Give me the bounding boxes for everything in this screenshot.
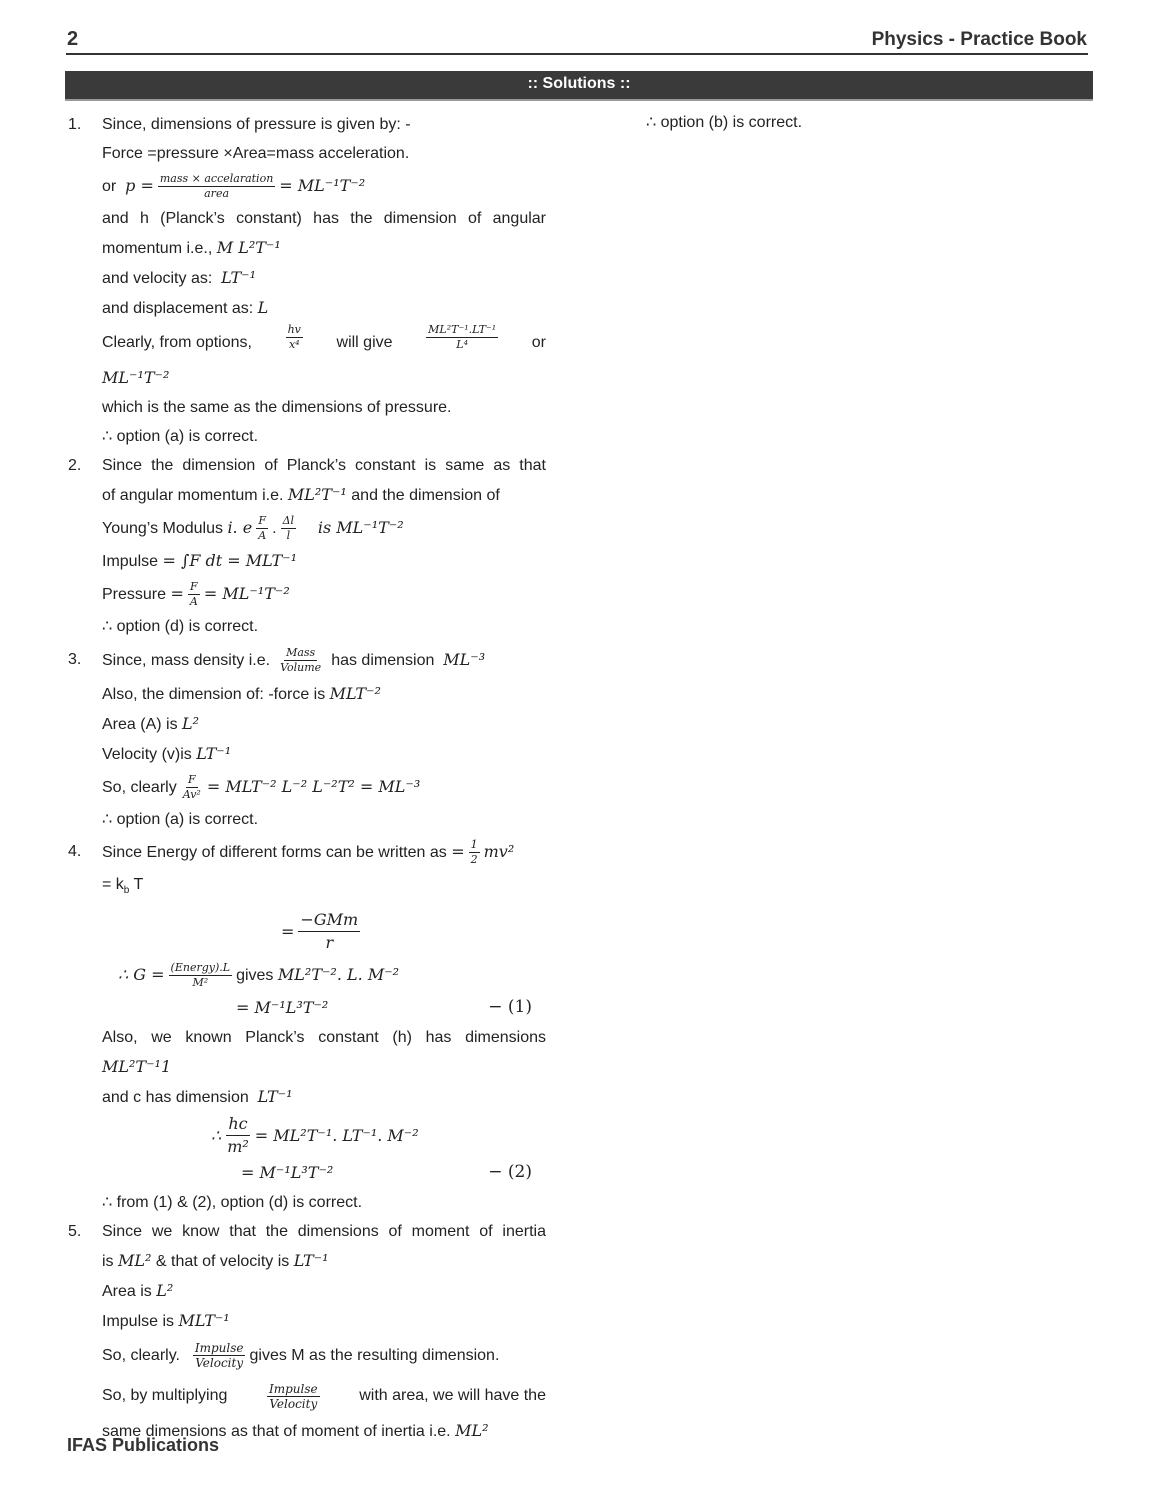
fraction: $\frac{hc}{\text{m²}}$: [227, 1113, 249, 1156]
solution-4-line: = $k_b$ T: [102, 876, 144, 897]
solutions-left-column: [66, 110, 546, 1446]
fraction: $\frac{\text{(Energy).L}}{\text{M²}}$: [170, 961, 231, 990]
solution-1-conclusion: ∴ option (a) is correct.: [102, 428, 259, 445]
solution-1-equation: or p = $\frac{\text{mass × accelaration}}{\text{area}}$ = ML⁻¹T⁻²: [102, 172, 366, 201]
solution-4-line: 4. Since Energy of different forms can be written as = $\frac{1}{2}$ mv²: [66, 834, 546, 870]
fraction: $\frac{F}{A}$: [258, 514, 267, 543]
solution-3-line: 3. Since, mass density i.e. $\frac{\text{Mass}}{\text{Volume}}$ has dimension ML⁻³: [66, 641, 546, 679]
fraction: $\frac{1}{2}$: [470, 838, 478, 867]
fraction: $\frac{F}{\text{Av²}}$: [182, 773, 201, 802]
book-title: Physics - Practice Book: [871, 29, 1087, 50]
solutions-banner: :: Solutions ::: [65, 71, 1093, 101]
solution-4-line: Also, we known Planck’s constant (h) has dimensions: [102, 1029, 546, 1047]
solution-5-line: is ML² & that of velocity is LT⁻¹: [102, 1251, 329, 1271]
fraction: $\frac{\text{Impulse}}{\text{Velocity}}$: [268, 1381, 318, 1411]
solution-1-line: Clearly, from options, $\frac{hv}{\text{x⁴}}$ will give $\frac{\text{ML²T⁻¹.LT⁻¹}}{\text{L⁴}}$ or: [66, 323, 546, 363]
solution-3-line: Velocity (v)is LT⁻¹: [102, 744, 232, 763]
solution-1-line: 1. Since, dimensions of pressure is given by: -: [66, 110, 546, 139]
solution-4-equation: ∴ $\frac{hc}{\text{m²}}$ = ML²T⁻¹. LT⁻¹. M⁻²: [211, 1113, 419, 1156]
solution-3-line: So, clearly $\frac{F}{\text{Av²}}$ = MLT⁻² L⁻² L⁻²T² = ML⁻³: [102, 773, 421, 802]
solution-3-line: Area (A) is L²: [102, 714, 200, 733]
solution-number: 4.: [68, 843, 82, 860]
publisher-footer: IFAS Publications: [67, 1435, 220, 1455]
fraction: $\frac{hv}{\text{x⁴}}$: [287, 323, 301, 351]
solution-4-equation: = M⁻¹L³T⁻² − (1): [66, 993, 546, 1023]
solution-2-line: Young’s Modulus i. e $\frac{F}{A}$ . $\frac{\Delta l}{l}$ is ML⁻¹T⁻²: [102, 514, 404, 543]
solution-number: 3.: [68, 651, 82, 668]
fraction: $\frac{F}{A}$: [189, 580, 198, 609]
solution-1-line: and h (Planck’s constant) has the dimension of angular: [102, 210, 546, 227]
equation-number: − (1): [488, 997, 532, 1018]
solution-5-line: 5. Since we know that the dimensions of moment of inertia: [66, 1217, 546, 1246]
right-column-conclusion: ∴ option (b) is correct.: [646, 114, 803, 131]
solution-5-line: Impulse is MLT⁻¹: [102, 1311, 230, 1331]
solution-5-line: So, by multiplying $\frac{\text{Impulse}}{\text{Velocity}}$ with area, we will have the: [102, 1381, 546, 1411]
solution-2-conclusion: ∴ option (d) is correct.: [102, 618, 259, 635]
header-divider: [66, 53, 1088, 55]
solutions-right-column: [646, 110, 1086, 136]
solution-1-line: and displacement as: L: [102, 298, 269, 317]
fraction: $\frac{\Delta l}{l}$: [282, 514, 295, 543]
fraction: $\frac{\text{−GMm}}{r}$: [300, 909, 359, 952]
solution-3-line: Also, the dimension of: -force is MLT⁻²: [102, 684, 381, 703]
solution-2-line: Impulse = ∫F dt = MLT⁻¹: [102, 551, 297, 570]
page-number: 2: [67, 28, 79, 50]
fraction: $\frac{\text{Impulse}}{\text{Velocity}}$: [194, 1341, 244, 1371]
solution-5-line: Area is L²: [102, 1281, 174, 1301]
solution-1-line: momentum i.e., M L²T⁻¹: [102, 238, 281, 257]
fraction: $\frac{\text{Mass}}{\text{Volume}}$: [280, 646, 322, 675]
fraction: $\frac{\text{ML²T⁻¹.LT⁻¹}}{\text{L⁴}}$: [428, 323, 497, 351]
solution-3-conclusion: ∴ option (a) is correct.: [102, 811, 259, 828]
solution-4-equation: = M⁻¹L³T⁻² − (2): [66, 1158, 546, 1188]
solution-4-line: ML²T⁻¹1: [102, 1057, 172, 1077]
equation-number: − (2): [488, 1162, 532, 1183]
solution-2-line: Pressure = $\frac{F}{A}$ = ML⁻¹T⁻²: [102, 580, 290, 609]
fraction: $\frac{\text{mass × accelaration}}{\text{area}}$: [159, 172, 274, 201]
solution-number: 2.: [68, 457, 82, 474]
solution-4-line: and c has dimension LT⁻¹: [102, 1087, 293, 1107]
solution-1-line: which is the same as the dimensions of pressure.: [102, 399, 452, 416]
solution-4-equation: = $\frac{\text{−GMm}}{r}$: [281, 909, 359, 952]
solution-5-line: same dimensions as that of moment of inertia i.e. ML²: [102, 1421, 489, 1441]
solution-2-line: 2. Since the dimension of Planck’s constant is same as that: [66, 451, 546, 480]
solution-5-line: So, clearly. $\frac{\text{Impulse}}{\text{Velocity}}$ gives M as the resulting dimension.: [102, 1341, 500, 1371]
solution-number: 1.: [68, 116, 82, 133]
solution-4-conclusion: ∴ from (1) & (2), option (d) is correct.: [102, 1194, 363, 1212]
solution-1-line: Force =pressure ×Area=mass acceleration.: [102, 145, 410, 162]
solution-1-line: and velocity as: LT⁻¹: [102, 268, 257, 287]
solution-4-equation: ∴ G = $\frac{\text{(Energy).L}}{\text{M²}}$ gives ML²T⁻². L. M⁻²: [118, 961, 400, 990]
solution-1-line: ML⁻¹T⁻²: [102, 368, 170, 387]
solution-number: 5.: [68, 1223, 82, 1241]
solution-2-line: of angular momentum i.e. ML²T⁻¹ and the dimension of: [102, 485, 500, 504]
